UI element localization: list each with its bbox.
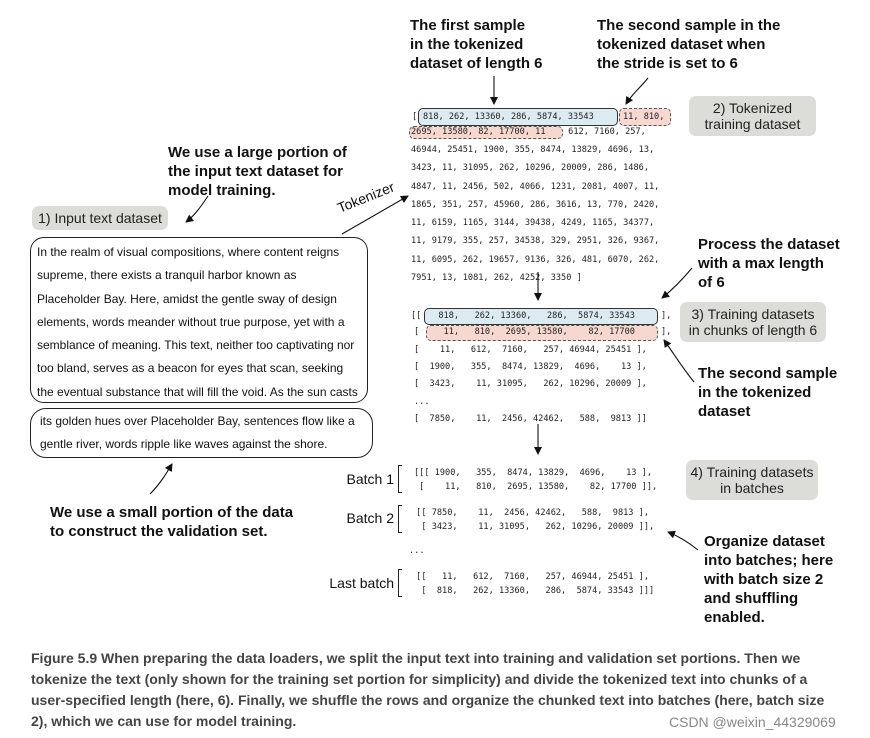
- second-sample-stride-note: The second sample in the tokenized dataset when the stride is set to 6: [597, 17, 781, 72]
- tokenized-line: 3423, 11, 31095, 262, 10296, 20009, 286, 1486,: [411, 163, 649, 174]
- tokenized-line: 1865, 351, 257, 45960, 286, 3616, 13, 770, 2420,: [411, 199, 660, 210]
- validation-text-line: its golden hues over Placeholder Bay, sentences flow like a: [40, 414, 355, 428]
- chunk-row: [ 7850, 11, 2456, 42462, 588, 9813 ]]: [414, 413, 647, 424]
- training-text-line: the eventual substance that will fill the void. As the sun casts: [37, 384, 358, 399]
- tokenized-line: 46944, 25451, 1900, 355, 8474, 13829, 4696, 13,: [411, 145, 655, 155]
- tokenized-line: 4847, 11, 2456, 502, 4066, 1231, 2081, 4007, 11,: [411, 181, 660, 192]
- tokenized-line: 11, 6159, 1165, 3144, 39438, 4249, 1165, 34377,: [411, 218, 655, 229]
- chunk-row: [ 11, 612, 7160, 257, 46944, 25451 ],: [414, 345, 647, 355]
- process-arrow: [662, 268, 692, 298]
- batch1-row1: [[[ 1900, 355, 8474, 13829, 4696, 13 ],: [414, 468, 652, 478]
- training-text-line: In the realm of visual compositions, where content reigns: [37, 245, 340, 259]
- second-sample-note: The second sample in the tokenized dataset: [698, 365, 838, 420]
- tokenizer-arrow: [342, 196, 408, 234]
- batch1-label: Batch 1: [346, 471, 394, 487]
- second-sample-arrow: [664, 340, 694, 382]
- tokenized-first-sample: 818, 262, 13360, 286, 5874, 33543: [423, 112, 594, 122]
- tokenized-line: 7951, 13, 1081, 262, 4252, 3350 ]: [411, 273, 582, 284]
- chunk-row2: 11, 810, 2695, 13580, 82, 17700: [428, 327, 635, 337]
- small-portion-note: We use a small portion of the data to construct the validation set.: [50, 504, 294, 540]
- batch-ellipsis: ...: [409, 546, 425, 556]
- training-text-line: elements, words meander without true purpose, yet with a: [37, 314, 345, 329]
- chunk-row2-close: ],: [661, 327, 672, 337]
- chunk-row1-close: ],: [661, 311, 672, 321]
- watermark: CSDN @weixin_44329069: [669, 714, 836, 730]
- second-sample-stride-arrow: [626, 78, 648, 104]
- chunk-row: [ 1900, 355, 8474, 13829, 4696, 13 ],: [414, 362, 647, 373]
- tokenized-line: 11, 6095, 262, 19657, 9136, 326, 481, 6070, 262,: [411, 254, 660, 265]
- tokenized-dataset-tag: 2) Tokenized training dataset: [689, 96, 816, 136]
- organize-batches-note: Organize dataset into batches; here with batch size 2 and shuffling enabled.: [704, 533, 834, 626]
- small-portion-arrow: [150, 464, 172, 494]
- training-text-line: Placeholder Bay. Here, amidst the gentle sway of design: [37, 291, 337, 306]
- batch2-row1: [[ 7850, 11, 2456, 42462, 588, 9813 ],: [411, 508, 649, 518]
- chunk-row1: 818, 262, 13360, 286, 5874, 33543: [428, 311, 635, 321]
- tokenized-second-sample-a: 11, 810,: [623, 112, 665, 122]
- chunk-row: [ 3423, 11, 31095, 262, 10296, 20009 ],: [414, 379, 647, 390]
- chunks-dataset-tag: 3) Training datasets in chunks of length 6: [680, 302, 826, 342]
- training-text-line: semblance of meaning. This text, neither too captivating nor: [37, 338, 355, 353]
- training-text-line: too bland, serves as a beacon for eyes that scan, seeking: [37, 361, 344, 376]
- chunk-row: ...: [414, 396, 430, 407]
- large-portion-note: We use a large portion of the input text dataset for model training.: [168, 144, 347, 199]
- large-portion-arrow: [186, 196, 208, 222]
- tokenized-line1-rest: 612, 7160, 257,: [563, 127, 646, 137]
- validation-text-line: gentle river, words ripple like waves against the shore.: [40, 437, 328, 452]
- first-sample-note: The first sample in the tokenized dataset of length 6: [410, 17, 543, 72]
- tokenized-second-sample-b: 2695, 13580, 82, 17700, 11: [411, 127, 546, 137]
- batch2-row2: [ 3423, 11, 31095, 262, 10296, 20009 ]],: [411, 522, 655, 532]
- tokenizer-label: Tokenizer: [335, 178, 397, 216]
- last-batch-row1: [[ 11, 612, 7160, 257, 46944, 25451 ],: [411, 572, 649, 582]
- batch2-label: Batch 2: [346, 510, 394, 526]
- last-batch-label: Last batch: [329, 575, 394, 591]
- organize-arrow: [668, 532, 698, 550]
- process-max-length-note: Process the dataset with a max length of 6: [698, 236, 840, 291]
- chunk-row2-open: [: [414, 327, 420, 337]
- tokenized-open-bracket: [: [412, 112, 418, 122]
- input-text-dataset-tag: 1) Input text dataset: [32, 206, 168, 230]
- tokenized-line: 11, 9179, 355, 257, 34538, 329, 2951, 326, 9367,: [411, 236, 660, 247]
- chunk-row1-open: [[: [411, 311, 422, 321]
- batches-dataset-tag: 4) Training datasets in batches: [686, 460, 818, 500]
- figure-caption: Figure 5.9 When preparing the data loaders, we split the input text into training and validation set portions. Then we tokenize the text (only shown for the training set portion for simplicity) and divide the tokenized text into chunks of a user-specified length (here, 6). Finally, we shuffle the rows and organize the chunked text into batches (here, batch size 2), which we can use for model training.: [31, 650, 825, 729]
- training-text-line: supreme, there exists a tranquil harbor known as: [37, 268, 297, 283]
- last-batch-row2: [ 818, 262, 13360, 286, 5874, 33543 ]]]: [411, 586, 655, 596]
- batch1-row2: [ 11, 810, 2695, 13580, 82, 17700 ]],: [414, 482, 658, 492]
